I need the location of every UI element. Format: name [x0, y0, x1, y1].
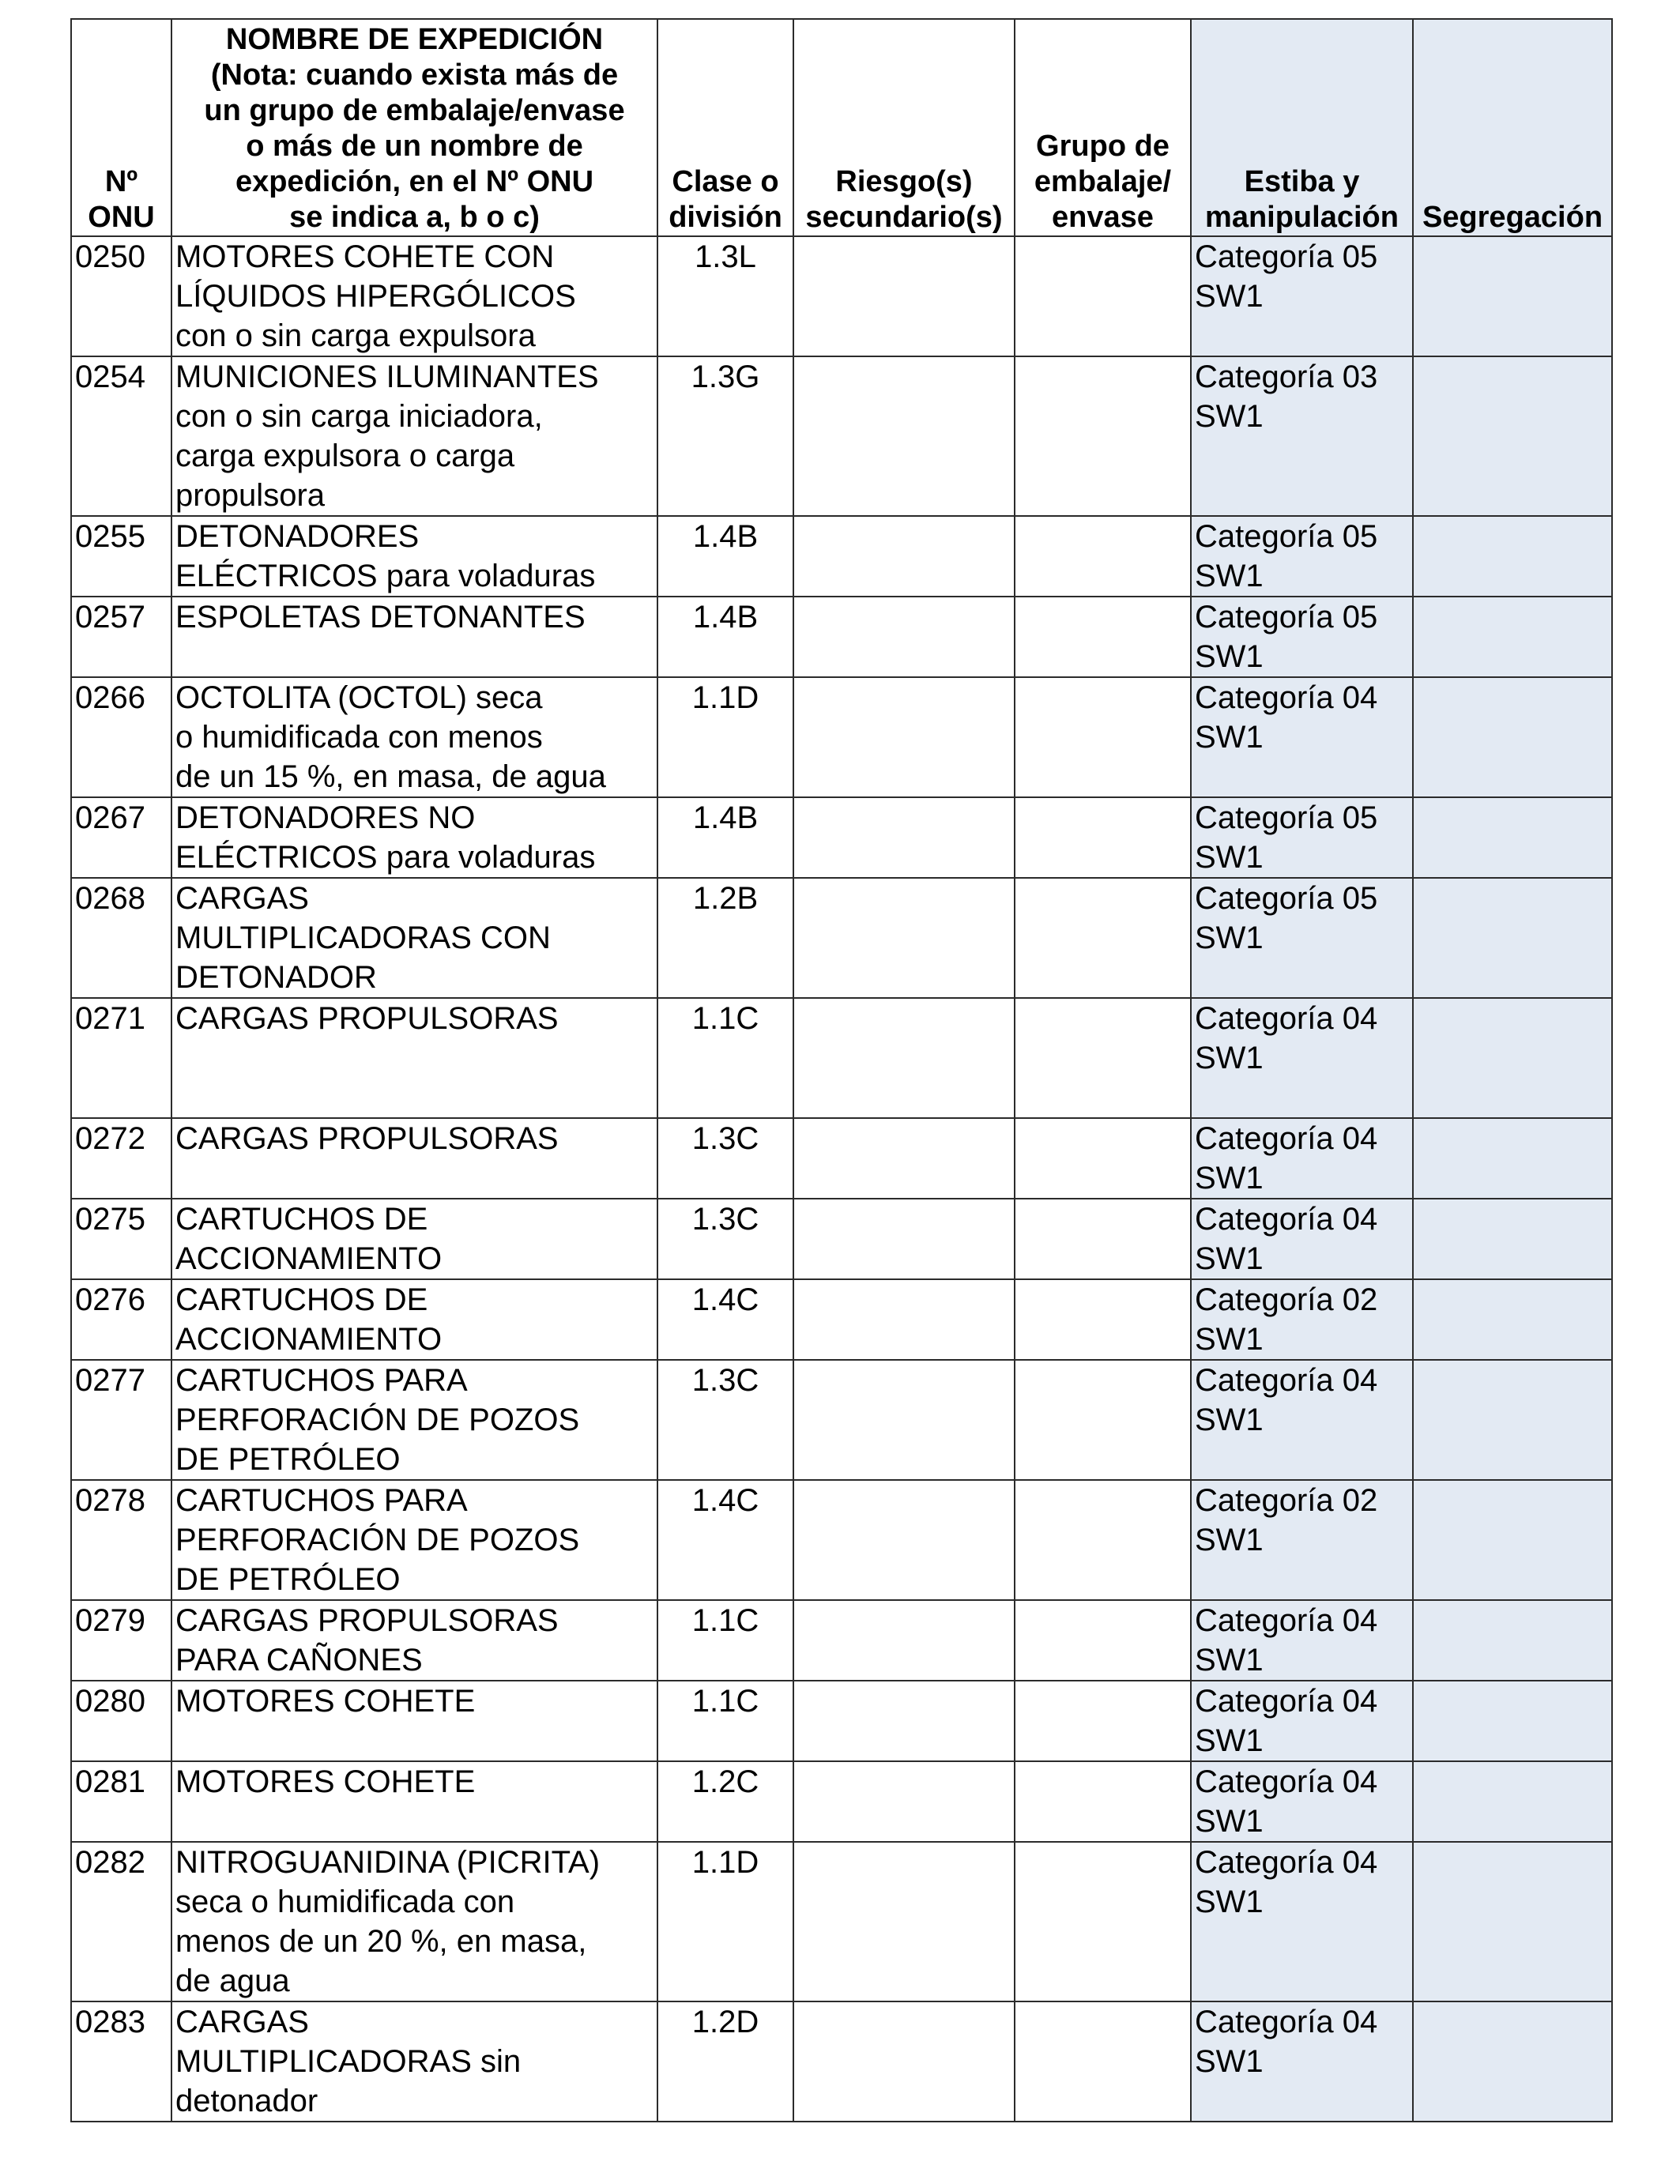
table-row: [71, 2001, 1612, 2122]
un-number-cell: 0283: [71, 2001, 171, 2122]
shipping-name-cell: MOTORES COHETE: [171, 1761, 657, 1842]
segregation-cell: [1413, 516, 1612, 597]
un-number-cell: 0255: [71, 516, 171, 597]
shipping-name-cell: ESPOLETAS DETONANTES: [171, 597, 657, 677]
subsidiary-risk-cell: [793, 1118, 1015, 1199]
stowage-cell: Categoría 05 SW1: [1191, 797, 1413, 878]
un-number-cell: 0267: [71, 797, 171, 878]
segregation-cell: [1413, 2001, 1612, 2122]
subsidiary-risk-cell: [793, 878, 1015, 998]
stowage-cell: Categoría 04 SW1: [1191, 1681, 1413, 1761]
table-row: [71, 1480, 1612, 1600]
class-cell: 1.3C: [657, 1360, 793, 1480]
class-cell: 1.1D: [657, 1842, 793, 2001]
subsidiary-risk-cell: [793, 1761, 1015, 1842]
packing-group-cell: [1015, 998, 1191, 1118]
class-cell: 1.4B: [657, 597, 793, 677]
subsidiary-risk-cell: [793, 2001, 1015, 2122]
shipping-name-cell: DETONADORES ELÉCTRICOS para voladuras: [171, 516, 657, 597]
table-body: [71, 236, 1612, 2122]
subsidiary-risk-cell: [793, 1600, 1015, 1681]
shipping-name-cell: MOTORES COHETE: [171, 1681, 657, 1761]
class-cell: 1.2D: [657, 2001, 793, 2122]
segregation-cell: [1413, 677, 1612, 797]
shipping-name-cell: OCTOLITA (OCTOL) seca o humidificada con menos de un 15 %, en masa, de agua: [171, 677, 657, 797]
table-row: [71, 516, 1612, 597]
table-row: [71, 1681, 1612, 1761]
un-number-cell: 0282: [71, 1842, 171, 2001]
table-row: [71, 1761, 1612, 1842]
subsidiary-risk-cell: [793, 1681, 1015, 1761]
header-row: [71, 19, 1612, 236]
subsidiary-risk-cell: [793, 597, 1015, 677]
stowage-cell: Categoría 05 SW1: [1191, 516, 1413, 597]
header-stowage: Estiba y manipulación: [1191, 19, 1413, 236]
un-number-cell: 0277: [71, 1360, 171, 1480]
segregation-cell: [1413, 878, 1612, 998]
stowage-cell: Categoría 05 SW1: [1191, 236, 1413, 356]
class-cell: 1.2B: [657, 878, 793, 998]
packing-group-cell: [1015, 1681, 1191, 1761]
table-row: [71, 1360, 1612, 1480]
subsidiary-risk-cell: [793, 356, 1015, 516]
un-number-cell: 0257: [71, 597, 171, 677]
shipping-name-cell: CARGAS PROPULSORAS: [171, 1118, 657, 1199]
subsidiary-risk-cell: [793, 677, 1015, 797]
segregation-cell: [1413, 1600, 1612, 1681]
table-row: [71, 1842, 1612, 2001]
table-row: [71, 597, 1612, 677]
stowage-cell: Categoría 04 SW1: [1191, 1118, 1413, 1199]
shipping-name-cell: DETONADORES NO ELÉCTRICOS para voladuras: [171, 797, 657, 878]
segregation-cell: [1413, 998, 1612, 1118]
stowage-cell: Categoría 04 SW1: [1191, 677, 1413, 797]
segregation-cell: [1413, 1480, 1612, 1600]
header-subsidiary-risk: Riesgo(s) secundario(s): [793, 19, 1015, 236]
packing-group-cell: [1015, 1360, 1191, 1480]
stowage-cell: Categoría 05 SW1: [1191, 878, 1413, 998]
un-number-cell: 0268: [71, 878, 171, 998]
packing-group-cell: [1015, 677, 1191, 797]
segregation-cell: [1413, 1118, 1612, 1199]
class-cell: 1.4B: [657, 797, 793, 878]
class-cell: 1.3G: [657, 356, 793, 516]
packing-group-cell: [1015, 1279, 1191, 1360]
table-row: [71, 878, 1612, 998]
class-cell: 1.1C: [657, 1600, 793, 1681]
shipping-name-cell: MUNICIONES ILUMINANTES con o sin carga iniciadora, carga expulsora o carga propulsora: [171, 356, 657, 516]
un-number-cell: 0280: [71, 1681, 171, 1761]
stowage-cell: Categoría 03 SW1: [1191, 356, 1413, 516]
packing-group-cell: [1015, 597, 1191, 677]
header-shipping-name: NOMBRE DE EXPEDICIÓN (Nota: cuando exista más de un grupo de embalaje/envase o más de un nombre de expedición, en el Nº ONU se indica a, b o c): [171, 19, 657, 236]
subsidiary-risk-cell: [793, 516, 1015, 597]
packing-group-cell: [1015, 1842, 1191, 2001]
shipping-name-cell: CARTUCHOS DE ACCIONAMIENTO: [171, 1199, 657, 1279]
subsidiary-risk-cell: [793, 1360, 1015, 1480]
table-row: [71, 236, 1612, 356]
shipping-name-cell: CARTUCHOS PARA PERFORACIÓN DE POZOS DE PETRÓLEO: [171, 1360, 657, 1480]
table-row: [71, 1600, 1612, 1681]
subsidiary-risk-cell: [793, 797, 1015, 878]
stowage-cell: Categoría 04 SW1: [1191, 2001, 1413, 2122]
shipping-name-cell: NITROGUANIDINA (PICRITA) seca o humidificada con menos de un 20 %, en masa, de agua: [171, 1842, 657, 2001]
packing-group-cell: [1015, 1600, 1191, 1681]
class-cell: 1.1C: [657, 1681, 793, 1761]
shipping-name-cell: CARTUCHOS DE ACCIONAMIENTO: [171, 1279, 657, 1360]
packing-group-cell: [1015, 1118, 1191, 1199]
dangerous-goods-table: [70, 18, 1613, 2122]
stowage-cell: Categoría 04 SW1: [1191, 1600, 1413, 1681]
stowage-cell: Categoría 04 SW1: [1191, 1199, 1413, 1279]
shipping-name-cell: CARGAS PROPULSORAS PARA CAÑONES: [171, 1600, 657, 1681]
table-row: [71, 998, 1612, 1118]
segregation-cell: [1413, 797, 1612, 878]
class-cell: 1.3C: [657, 1118, 793, 1199]
packing-group-cell: [1015, 797, 1191, 878]
packing-group-cell: [1015, 2001, 1191, 2122]
header-class: Clase o división: [657, 19, 793, 236]
subsidiary-risk-cell: [793, 236, 1015, 356]
class-cell: 1.2C: [657, 1761, 793, 1842]
stowage-cell: Categoría 04 SW1: [1191, 1761, 1413, 1842]
shipping-name-cell: CARTUCHOS PARA PERFORACIÓN DE POZOS DE PETRÓLEO: [171, 1480, 657, 1600]
un-number-cell: 0276: [71, 1279, 171, 1360]
table-row: [71, 677, 1612, 797]
un-number-cell: 0279: [71, 1600, 171, 1681]
stowage-cell: Categoría 02 SW1: [1191, 1279, 1413, 1360]
table-row: [71, 1118, 1612, 1199]
header-segregation: Segregación: [1413, 19, 1612, 236]
stowage-cell: Categoría 04 SW1: [1191, 998, 1413, 1118]
class-cell: 1.4B: [657, 516, 793, 597]
header-un-number: Nº ONU: [71, 19, 171, 236]
subsidiary-risk-cell: [793, 1279, 1015, 1360]
segregation-cell: [1413, 1842, 1612, 2001]
packing-group-cell: [1015, 236, 1191, 356]
shipping-name-cell: CARGAS MULTIPLICADORAS sin detonador: [171, 2001, 657, 2122]
class-cell: 1.1D: [657, 677, 793, 797]
un-number-cell: 0271: [71, 998, 171, 1118]
stowage-cell: Categoría 05 SW1: [1191, 597, 1413, 677]
un-number-cell: 0278: [71, 1480, 171, 1600]
packing-group-cell: [1015, 356, 1191, 516]
subsidiary-risk-cell: [793, 1842, 1015, 2001]
stowage-cell: Categoría 04 SW1: [1191, 1360, 1413, 1480]
class-cell: 1.1C: [657, 998, 793, 1118]
stowage-cell: Categoría 02 SW1: [1191, 1480, 1413, 1600]
packing-group-cell: [1015, 1199, 1191, 1279]
segregation-cell: [1413, 1199, 1612, 1279]
packing-group-cell: [1015, 516, 1191, 597]
table-row: [71, 356, 1612, 516]
subsidiary-risk-cell: [793, 998, 1015, 1118]
class-cell: 1.4C: [657, 1480, 793, 1600]
segregation-cell: [1413, 1279, 1612, 1360]
subsidiary-risk-cell: [793, 1199, 1015, 1279]
shipping-name-cell: MOTORES COHETE CON LÍQUIDOS HIPERGÓLICOS con o sin carga expulsora: [171, 236, 657, 356]
segregation-cell: [1413, 1681, 1612, 1761]
class-cell: 1.3L: [657, 236, 793, 356]
shipping-name-cell: CARGAS MULTIPLICADORAS CON DETONADOR: [171, 878, 657, 998]
class-cell: 1.4C: [657, 1279, 793, 1360]
table-row: [71, 797, 1612, 878]
shipping-name-cell: CARGAS PROPULSORAS: [171, 998, 657, 1118]
class-cell: 1.3C: [657, 1199, 793, 1279]
packing-group-cell: [1015, 878, 1191, 998]
un-number-cell: 0250: [71, 236, 171, 356]
segregation-cell: [1413, 1761, 1612, 1842]
un-number-cell: 0254: [71, 356, 171, 516]
subsidiary-risk-cell: [793, 1480, 1015, 1600]
table-row: [71, 1279, 1612, 1360]
stowage-cell: Categoría 04 SW1: [1191, 1842, 1413, 2001]
header-packing-group: Grupo de embalaje/ envase: [1015, 19, 1191, 236]
segregation-cell: [1413, 1360, 1612, 1480]
packing-group-cell: [1015, 1761, 1191, 1842]
segregation-cell: [1413, 356, 1612, 516]
packing-group-cell: [1015, 1480, 1191, 1600]
segregation-cell: [1413, 597, 1612, 677]
table-row: [71, 1199, 1612, 1279]
un-number-cell: 0266: [71, 677, 171, 797]
un-number-cell: 0275: [71, 1199, 171, 1279]
segregation-cell: [1413, 236, 1612, 356]
un-number-cell: 0281: [71, 1761, 171, 1842]
un-number-cell: 0272: [71, 1118, 171, 1199]
